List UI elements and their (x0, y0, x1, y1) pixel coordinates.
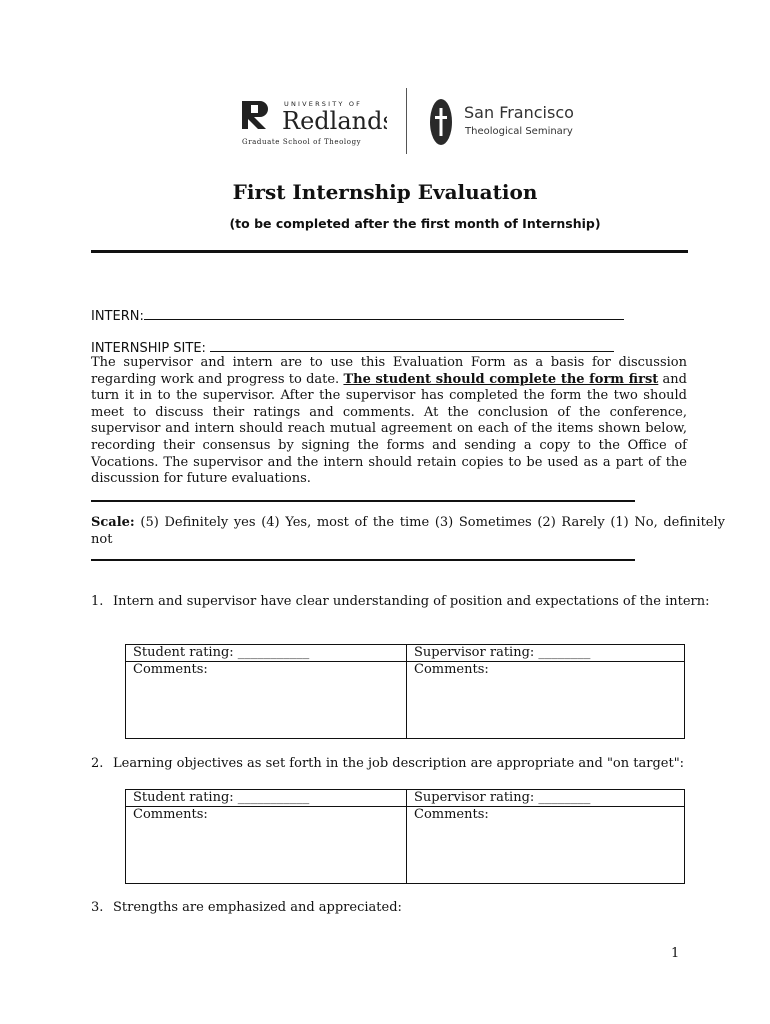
scale-label: Scale: (91, 515, 135, 530)
instructions-part2: and turn it in to the supervisor. After the supervisor has completed the form the two should meet to discuss their ratings and comments. At the conclusion of the conference, supervisor and intern should reach mutual agreement on each of the items shown below, recording their consensus by signing the forms and sending a copy to the Office of Vocations. The supervisor and the intern should retain copies to be used as a part of the discussion for future evaluations. (91, 371, 688, 487)
intern-input-line[interactable] (144, 307, 624, 320)
question-number: 2. (91, 756, 104, 771)
supervisor-rating-cell[interactable]: Supervisor rating: ________ (407, 645, 685, 662)
internship-site-label: INTERNSHIP SITE: (91, 341, 206, 356)
scale-legend (91, 515, 725, 548)
scale-text: (5) Definitely yes (4) Yes, most of the time (3) Sometimes (2) Rarely (1) No, definitely not (91, 515, 725, 547)
question-text: Learning objectives as set forth in the job description are appropriate and "on target": (113, 756, 685, 771)
page-number: 1 (671, 946, 680, 961)
redlands-mark-icon (242, 97, 387, 149)
redlands-school: Graduate School of Theology (242, 138, 362, 146)
scale-rule (91, 559, 635, 561)
student-rating-cell[interactable]: Student rating: ___________ (126, 790, 407, 807)
question-text: Intern and supervisor have clear understanding of position and expectations of the intern: (113, 594, 710, 609)
instructions-paragraph (91, 355, 687, 488)
page-title: First Internship Evaluation (232, 180, 538, 204)
question-number: 3. (91, 900, 104, 915)
instructions-emphasis: The student should complete the form first (343, 371, 659, 387)
student-comments-cell[interactable]: Comments: (126, 807, 407, 884)
title-rule (91, 250, 688, 253)
intern-label: INTERN: (91, 309, 144, 324)
page-subtitle: (to be completed after the first month of Internship) (229, 216, 601, 231)
intern-field (91, 307, 624, 324)
instructions-part1: The supervisor and intern are to use this Evaluation Form as a basis for discussion regarding work and progress to date. (91, 355, 687, 387)
redlands-name: Redlands (282, 107, 387, 135)
question-1 (91, 594, 725, 611)
question-number: 1. (91, 594, 104, 609)
instructions-rule (91, 500, 635, 502)
supervisor-rating-cell[interactable]: Supervisor rating: ________ (407, 790, 685, 807)
sfts-line1: San Francisco (464, 103, 574, 122)
student-rating-cell[interactable]: Student rating: ___________ (126, 645, 407, 662)
supervisor-comments-cell[interactable]: Comments: (407, 807, 685, 884)
question-3 (91, 900, 725, 917)
sfts-logo (428, 96, 578, 148)
redlands-logo (242, 97, 387, 149)
question-2 (91, 756, 725, 773)
sfts-seal-icon (428, 96, 578, 148)
supervisor-comments-cell[interactable]: Comments: (407, 662, 685, 739)
rating-table-1 (125, 644, 685, 739)
rating-table-2 (125, 789, 685, 884)
internship-site-field (91, 339, 614, 356)
redlands-university-of: UNIVERSITY OF (284, 100, 363, 108)
question-text: Strengths are emphasized and appreciated: (113, 900, 402, 915)
internship-site-input-line[interactable] (210, 339, 614, 352)
logo-divider (406, 88, 407, 154)
sfts-line2: Theological Seminary (465, 126, 573, 137)
student-comments-cell[interactable]: Comments: (126, 662, 407, 739)
